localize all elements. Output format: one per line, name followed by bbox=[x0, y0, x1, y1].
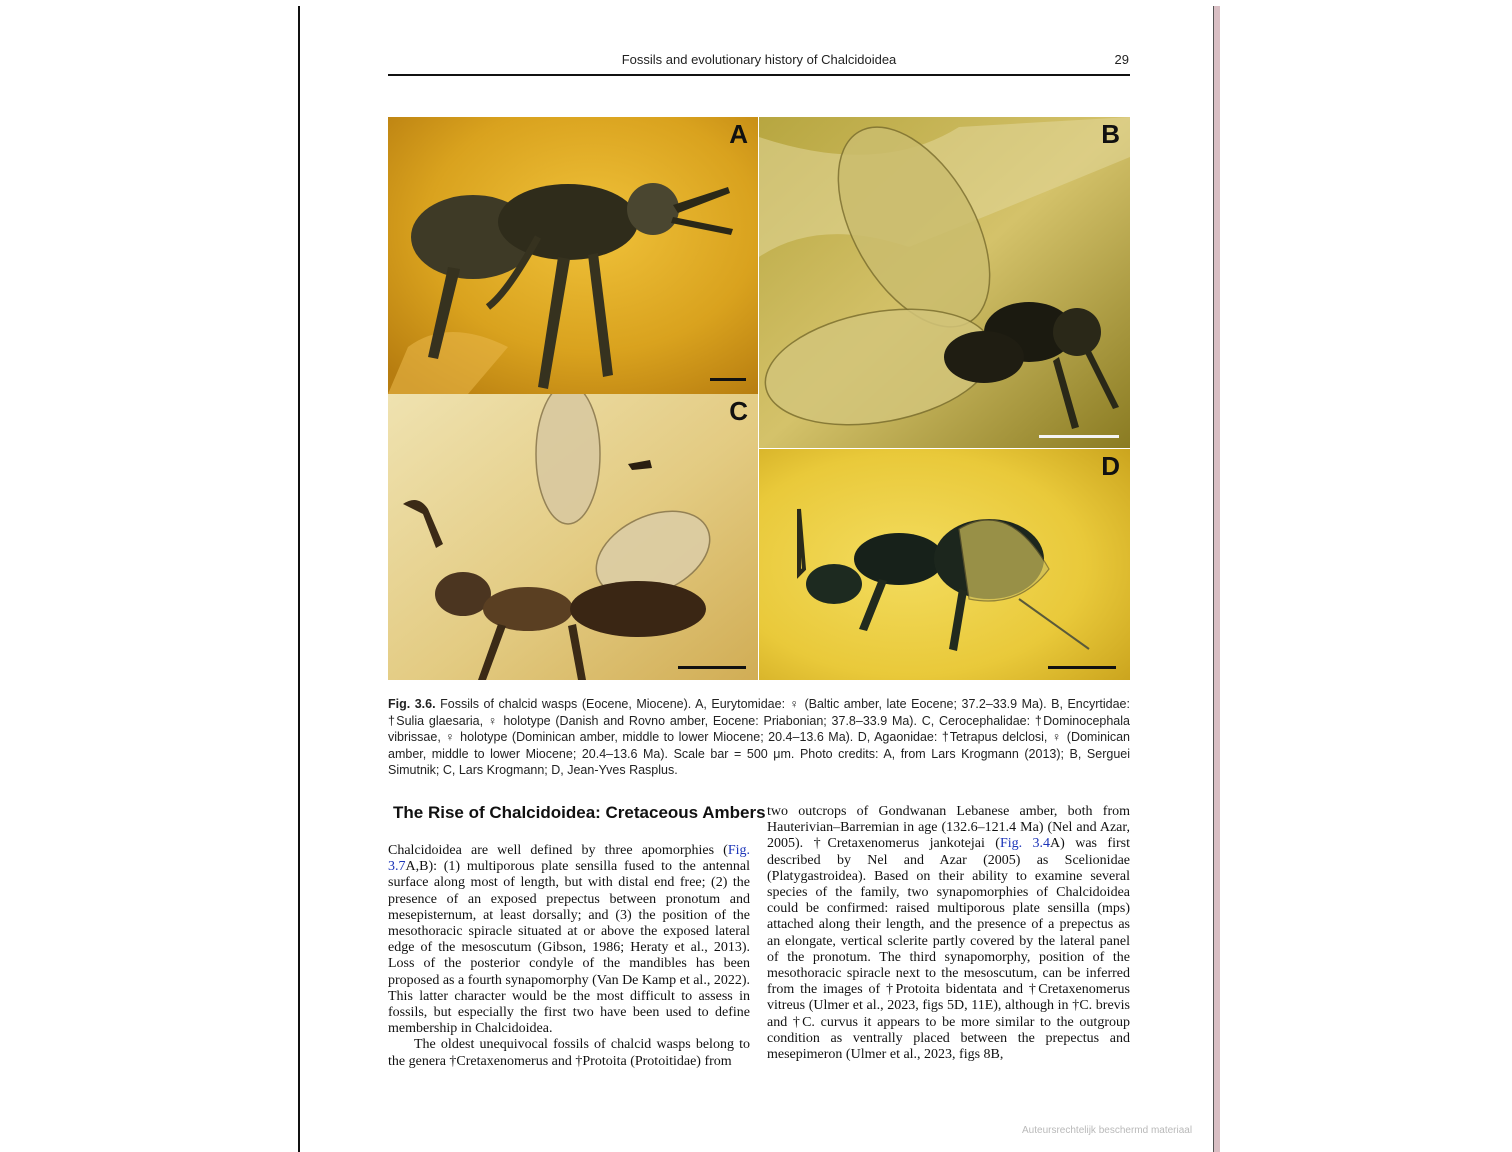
left-paragraph-1 bbox=[388, 843, 750, 1037]
page-left-edge bbox=[298, 6, 300, 1152]
figure-3-7-link[interactable]: Fig. 3.7 bbox=[388, 843, 750, 875]
figure-caption bbox=[388, 696, 1130, 779]
figure-3-6 bbox=[388, 117, 1130, 680]
left-paragraph-2: The oldest unequivocal fossils of chalcid wasps belong to the genera †Cretaxenomerus and †Protoita (Protoitidae) from bbox=[388, 1037, 750, 1069]
photo-panel-c bbox=[388, 394, 758, 680]
left-text-column bbox=[388, 843, 750, 1070]
panel-label-a: A bbox=[729, 119, 748, 149]
left-p1-start: Chalcidoidea are well defined by three apomorphies ( bbox=[388, 843, 728, 858]
scale-bar-a bbox=[710, 378, 746, 381]
agaonid-wasp-photo bbox=[759, 449, 1130, 680]
panel-label-c: C bbox=[729, 396, 748, 426]
panel-label-d: D bbox=[1101, 451, 1120, 481]
right-text-rest: A) was first described by Nel and Azar (2005) as Scelionidae (Platygastroidea). Based on their ability to examine several species of the family, two synapomorphies of Chalcidoidea could be confirmed: raised multiporous plate sensilla (mps) attached along their length, and the presence of a prepectus as an elongate, vertical sclerite partly covered by the lateral panel of the pronotum. The third synapomorphy, position of the mesothoracic spiracle next to the mesoscutum, can be inferred from the images of †Protoita bidentata and †Cretaxenomerus vitreus (Ulmer et al., 2023, figs 5D, 11E), although in †C. brevis and †C. curvus it appears to be more similar to the outgroup condition as ventrally placed between the prepectus and mesepimeron (Ulmer et al., 2023, figs 8B, bbox=[767, 836, 1130, 1063]
photo-panel-b bbox=[759, 117, 1130, 448]
scale-bar-c bbox=[678, 666, 746, 669]
eurytomid-wasp-photo bbox=[388, 117, 758, 394]
scale-bar-d bbox=[1048, 666, 1116, 669]
copyright-watermark: Auteursrechtelijk beschermd materiaal bbox=[1022, 1125, 1193, 1136]
right-paragraph bbox=[767, 804, 1130, 1063]
right-text-column bbox=[767, 804, 1130, 1063]
figure-3-4-link[interactable]: Fig. 3.4 bbox=[999, 836, 1051, 852]
cerocephalid-wasp-photo bbox=[388, 394, 758, 680]
photo-panel-a bbox=[388, 117, 758, 394]
page-header bbox=[388, 50, 1130, 76]
page-number: 29 bbox=[1114, 52, 1129, 67]
left-p1-rest: A,B): (1) multiporous plate sensilla fused to the antennal surface along most of length, but with distal end free; (2) the presence of an exposed prepectus between pronotum and mesepisternum, at least dorsally; and (3) the position of the mesothoracic spiracle situated at or above the exposed lateral edge of the mesoscutum (Gibson, 1986; Heraty et al., 2013). Loss of the posterior condyle of the mandibles has been proposed as a fourth synapomorphy (Van De Kamp et al., 2022). This latter character would be the most difficult to assess in fossils, but especially the first two have been used to define membership in Chalcidoidea. bbox=[388, 859, 750, 1037]
page-right-edge bbox=[1213, 6, 1220, 1152]
photo-panel-d bbox=[759, 449, 1130, 680]
panel-label-b: B bbox=[1101, 119, 1120, 149]
section-heading: The Rise of Chalcidoidea: Cretaceous Ambers bbox=[393, 803, 766, 822]
scale-bar-b bbox=[1039, 435, 1119, 438]
figure-number: Fig. 3.6. bbox=[388, 697, 436, 711]
encyrtid-wasp-photo bbox=[759, 117, 1130, 448]
caption-text: Fossils of chalcid wasps (Eocene, Miocene). A, Eurytomidae: ♀ (Baltic amber, late Eocene; 37.2–33.9 Ma). B, Encyrtidae: †Sulia glaesaria, ♀ holotype (Danish and Rovno amber, Eocene: Priabonian; 37.8–33.9 Ma). C, Cerocephalidae: †Dominocephala vibrissae, ♀ holotype (Dominican amber, middle to lower Miocene; 20.4–13.6 Ma). D, Agaonidae: †Tetrapus delclosi, ♀ (Dominican amber, middle to lower Miocene; 20.4–13.6 Ma). Scale bar = 500 μm. Photo credits: A, from Lars Krogmann (2013); B, Serguei Simutnik; C, Lars Krogmann; D, Jean-Yves Rasplus. bbox=[388, 697, 1130, 777]
right-text-start: two outcrops of Gondwanan Lebanese amber, both from Hauterivian–Barremian in age (132.6–121.4 Ma) (Nel and Azar, 2005). †Cretaxenomerus jankotejai ( bbox=[767, 804, 1130, 852]
running-head: Fossils and evolutionary history of Chalcidoidea bbox=[621, 52, 897, 67]
